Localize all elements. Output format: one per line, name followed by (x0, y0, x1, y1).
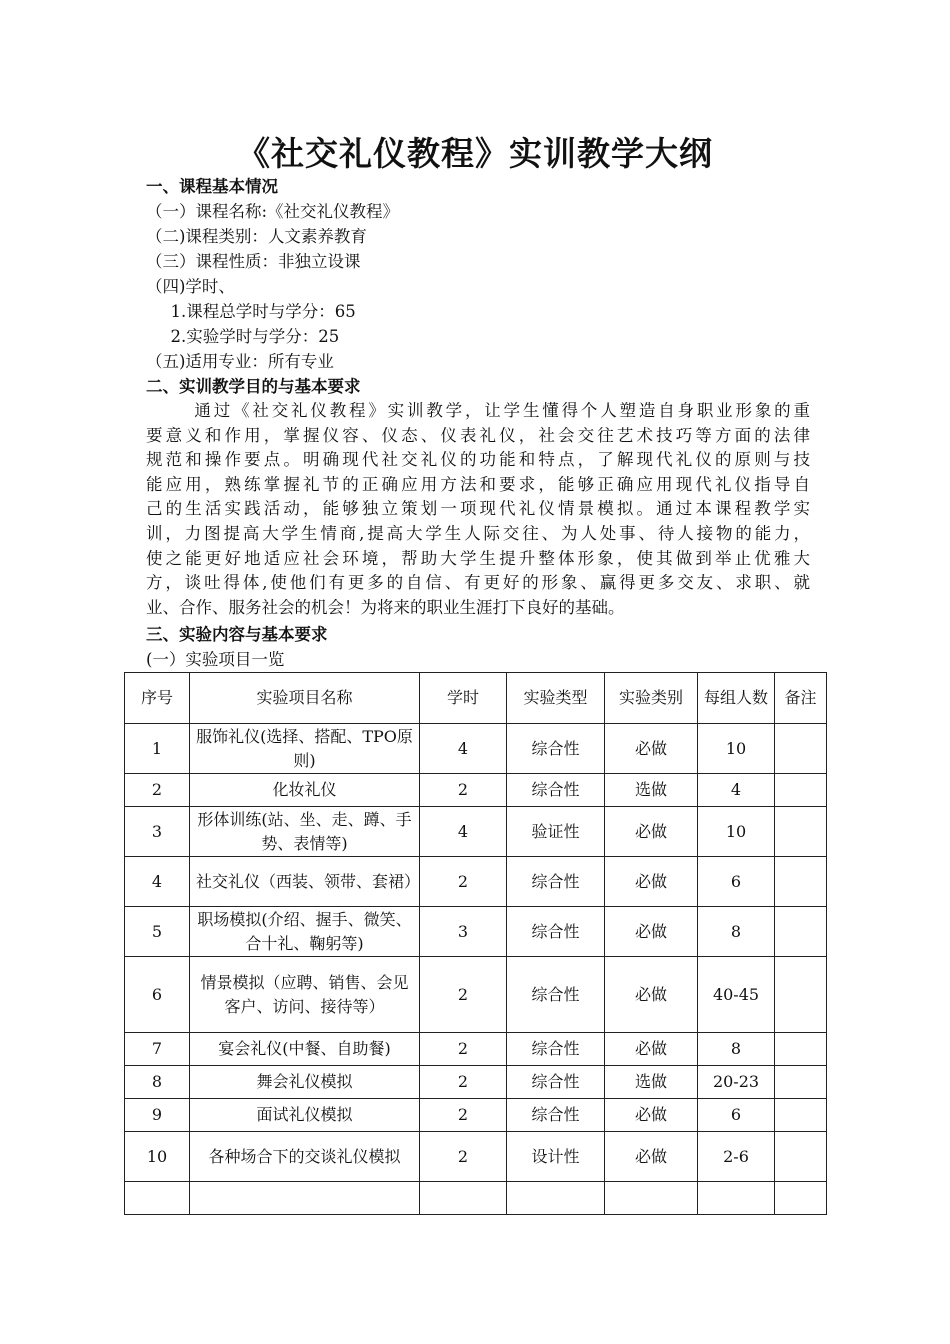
table-cell: 3 (125, 807, 190, 857)
paragraph-line: 要意义和作用，掌握仪容、仪态、仪表礼仪，社会交往艺术技巧等方面的法律 (146, 425, 810, 445)
paragraph-line: 使之能更好地适应社会环境，帮助大学生提升整体形象，使其做到举止优雅大 (146, 548, 810, 568)
table-cell: 5 (125, 907, 190, 957)
table-cell: 2 (420, 1099, 507, 1132)
table-cell: 必做 (605, 1033, 698, 1066)
table-cell: 必做 (605, 1132, 698, 1182)
table-row (125, 857, 827, 907)
table-cell: 必做 (605, 724, 698, 774)
table-cell: 必做 (605, 807, 698, 857)
paragraph-line: 己的生活实践活动，能够独立策划一项现代礼仪情景模拟。通过本课程教学实 (146, 499, 810, 519)
total-hours-line: 1.课程总学时与学分：65 (160, 302, 356, 321)
table-cell: 4 (420, 724, 507, 774)
paragraph-line: 通过《社交礼仪教程》实训教学，让学生懂得个人塑造自身职业形象的重 (146, 401, 810, 420)
table-row (125, 774, 827, 807)
paragraph-line: 规范和操作要点。明确现代社交礼仪的功能和特点，了解现代礼仪的原则与技 (146, 450, 810, 470)
document-title: 《社交礼仪教程》实训教学大纲 (237, 134, 713, 173)
table-cell (775, 807, 827, 857)
table-cell: 10 (698, 724, 775, 774)
table-row (125, 907, 827, 957)
header-cell: 实验类型 (507, 673, 605, 724)
table-cell: 化妆礼仪 (190, 774, 420, 807)
table-cell (775, 857, 827, 907)
table-cell: 必做 (605, 957, 698, 1033)
table-cell: 设计性 (507, 1132, 605, 1182)
table-row (125, 1066, 827, 1099)
subsection-heading: (一）实验项目一览 (146, 650, 285, 669)
table-cell: 2 (420, 774, 507, 807)
table-cell: 10 (698, 807, 775, 857)
table-row (125, 1033, 827, 1066)
table-cell (698, 1182, 775, 1215)
table-cell: 面试礼仪模拟 (190, 1099, 420, 1132)
table-cell (775, 724, 827, 774)
course-nature-line: （三）课程性质：非独立设课 (146, 252, 361, 271)
experiment-table (124, 672, 827, 1215)
table-cell: 综合性 (507, 724, 605, 774)
objectives-paragraph (146, 399, 810, 620)
table-cell: 4 (420, 807, 507, 857)
header-cell: 实验项目名称 (190, 673, 420, 724)
course-name-line: （一）课程名称:《社交礼仪教程》 (146, 202, 400, 221)
header-cell: 每组人数 (698, 673, 775, 724)
table-cell: 必做 (605, 907, 698, 957)
table-cell: 2-6 (698, 1132, 775, 1182)
table-cell: 8 (125, 1066, 190, 1099)
table-cell: 4 (698, 774, 775, 807)
table-cell: 选做 (605, 774, 698, 807)
table-cell: 社交礼仪（西装、领带、套裙） (190, 857, 420, 907)
course-hours-line: （四)学时、 (146, 277, 235, 296)
table-cell: 舞会礼仪模拟 (190, 1066, 420, 1099)
header-cell: 学时 (420, 673, 507, 724)
table-cell (190, 1182, 420, 1215)
table-cell: 必做 (605, 857, 698, 907)
section-heading-2: 二、实训教学目的与基本要求 (146, 377, 361, 396)
table-cell: 4 (125, 857, 190, 907)
section-heading-3: 三、实验内容与基本要求 (146, 625, 328, 644)
table-cell: 6 (125, 957, 190, 1033)
table-cell: 20-23 (698, 1066, 775, 1099)
table-row (125, 807, 827, 857)
table-cell: 各种场合下的交谈礼仪模拟 (190, 1132, 420, 1182)
table-cell: 9 (125, 1099, 190, 1132)
table-cell (775, 1066, 827, 1099)
table-cell: 2 (125, 774, 190, 807)
table-cell: 情景模拟（应聘、销售、会见客户、访问、接待等） (190, 957, 420, 1033)
table-row (125, 1099, 827, 1132)
table-cell: 选做 (605, 1066, 698, 1099)
table-cell (125, 1182, 190, 1215)
table-cell (420, 1182, 507, 1215)
table-cell: 2 (420, 957, 507, 1033)
table-cell: 8 (698, 907, 775, 957)
table-cell: 验证性 (507, 807, 605, 857)
table-row (125, 957, 827, 1033)
table-cell: 职场模拟(介绍、握手、微笑、合十礼、鞠躬等) (190, 907, 420, 957)
table-cell: 综合性 (507, 857, 605, 907)
table-row (125, 1182, 827, 1215)
table-cell (775, 957, 827, 1033)
table-cell: 综合性 (507, 957, 605, 1033)
table-cell: 40-45 (698, 957, 775, 1033)
table-cell (775, 774, 827, 807)
table-cell (775, 1099, 827, 1132)
table-cell: 服饰礼仪(选择、搭配、TPO原则) (190, 724, 420, 774)
table-cell: 2 (420, 1132, 507, 1182)
applicable-major-line: （五)适用专业：所有专业 (146, 352, 334, 371)
table-cell: 6 (698, 1099, 775, 1132)
table-row (125, 1132, 827, 1182)
table-cell (775, 1132, 827, 1182)
table-cell (775, 1182, 827, 1215)
table-cell (605, 1182, 698, 1215)
table-cell: 形体训练(站、坐、走、蹲、手势、表情等) (190, 807, 420, 857)
table-cell: 综合性 (507, 1099, 605, 1132)
table-cell: 综合性 (507, 774, 605, 807)
table-cell (775, 907, 827, 957)
header-cell: 实验类别 (605, 673, 698, 724)
paragraph-line: 训，力图提高大学生情商,提高大学生人际交往、为人处事、待人接物的能力， (146, 523, 810, 543)
table-cell: 2 (420, 857, 507, 907)
header-cell: 备注 (775, 673, 827, 724)
table-cell (507, 1182, 605, 1215)
table-cell: 2 (420, 1033, 507, 1066)
section-heading-1: 一、课程基本情况 (146, 177, 278, 196)
table-cell: 综合性 (507, 1033, 605, 1066)
lab-hours-line: 2.实验学时与学分：25 (160, 327, 340, 346)
table-cell: 综合性 (507, 907, 605, 957)
paragraph-line: 方，谈吐得体,使他们有更多的自信、有更好的形象、赢得更多交友、求职、就 (146, 573, 810, 593)
table-row (125, 724, 827, 774)
table-cell: 10 (125, 1132, 190, 1182)
table-cell: 8 (698, 1033, 775, 1066)
table-cell: 必做 (605, 1099, 698, 1132)
table-header-row (125, 673, 827, 724)
table-cell: 7 (125, 1033, 190, 1066)
table-cell: 3 (420, 907, 507, 957)
table-cell: 2 (420, 1066, 507, 1099)
header-cell: 序号 (125, 673, 190, 724)
table-cell (775, 1033, 827, 1066)
table-cell: 宴会礼仪(中餐、自助餐) (190, 1033, 420, 1066)
paragraph-line: 能应用，熟练掌握礼节的正确应用方法和要求，能够正确应用现代礼仪指导自 (146, 474, 810, 494)
paragraph-line: 业、合作、服务社会的机会！为将来的职业生涯打下良好的基础。 (146, 597, 625, 617)
course-category-line: （二)课程类别：人文素养教育 (146, 227, 367, 246)
table-cell: 1 (125, 724, 190, 774)
table-cell: 综合性 (507, 1066, 605, 1099)
table-cell: 6 (698, 857, 775, 907)
